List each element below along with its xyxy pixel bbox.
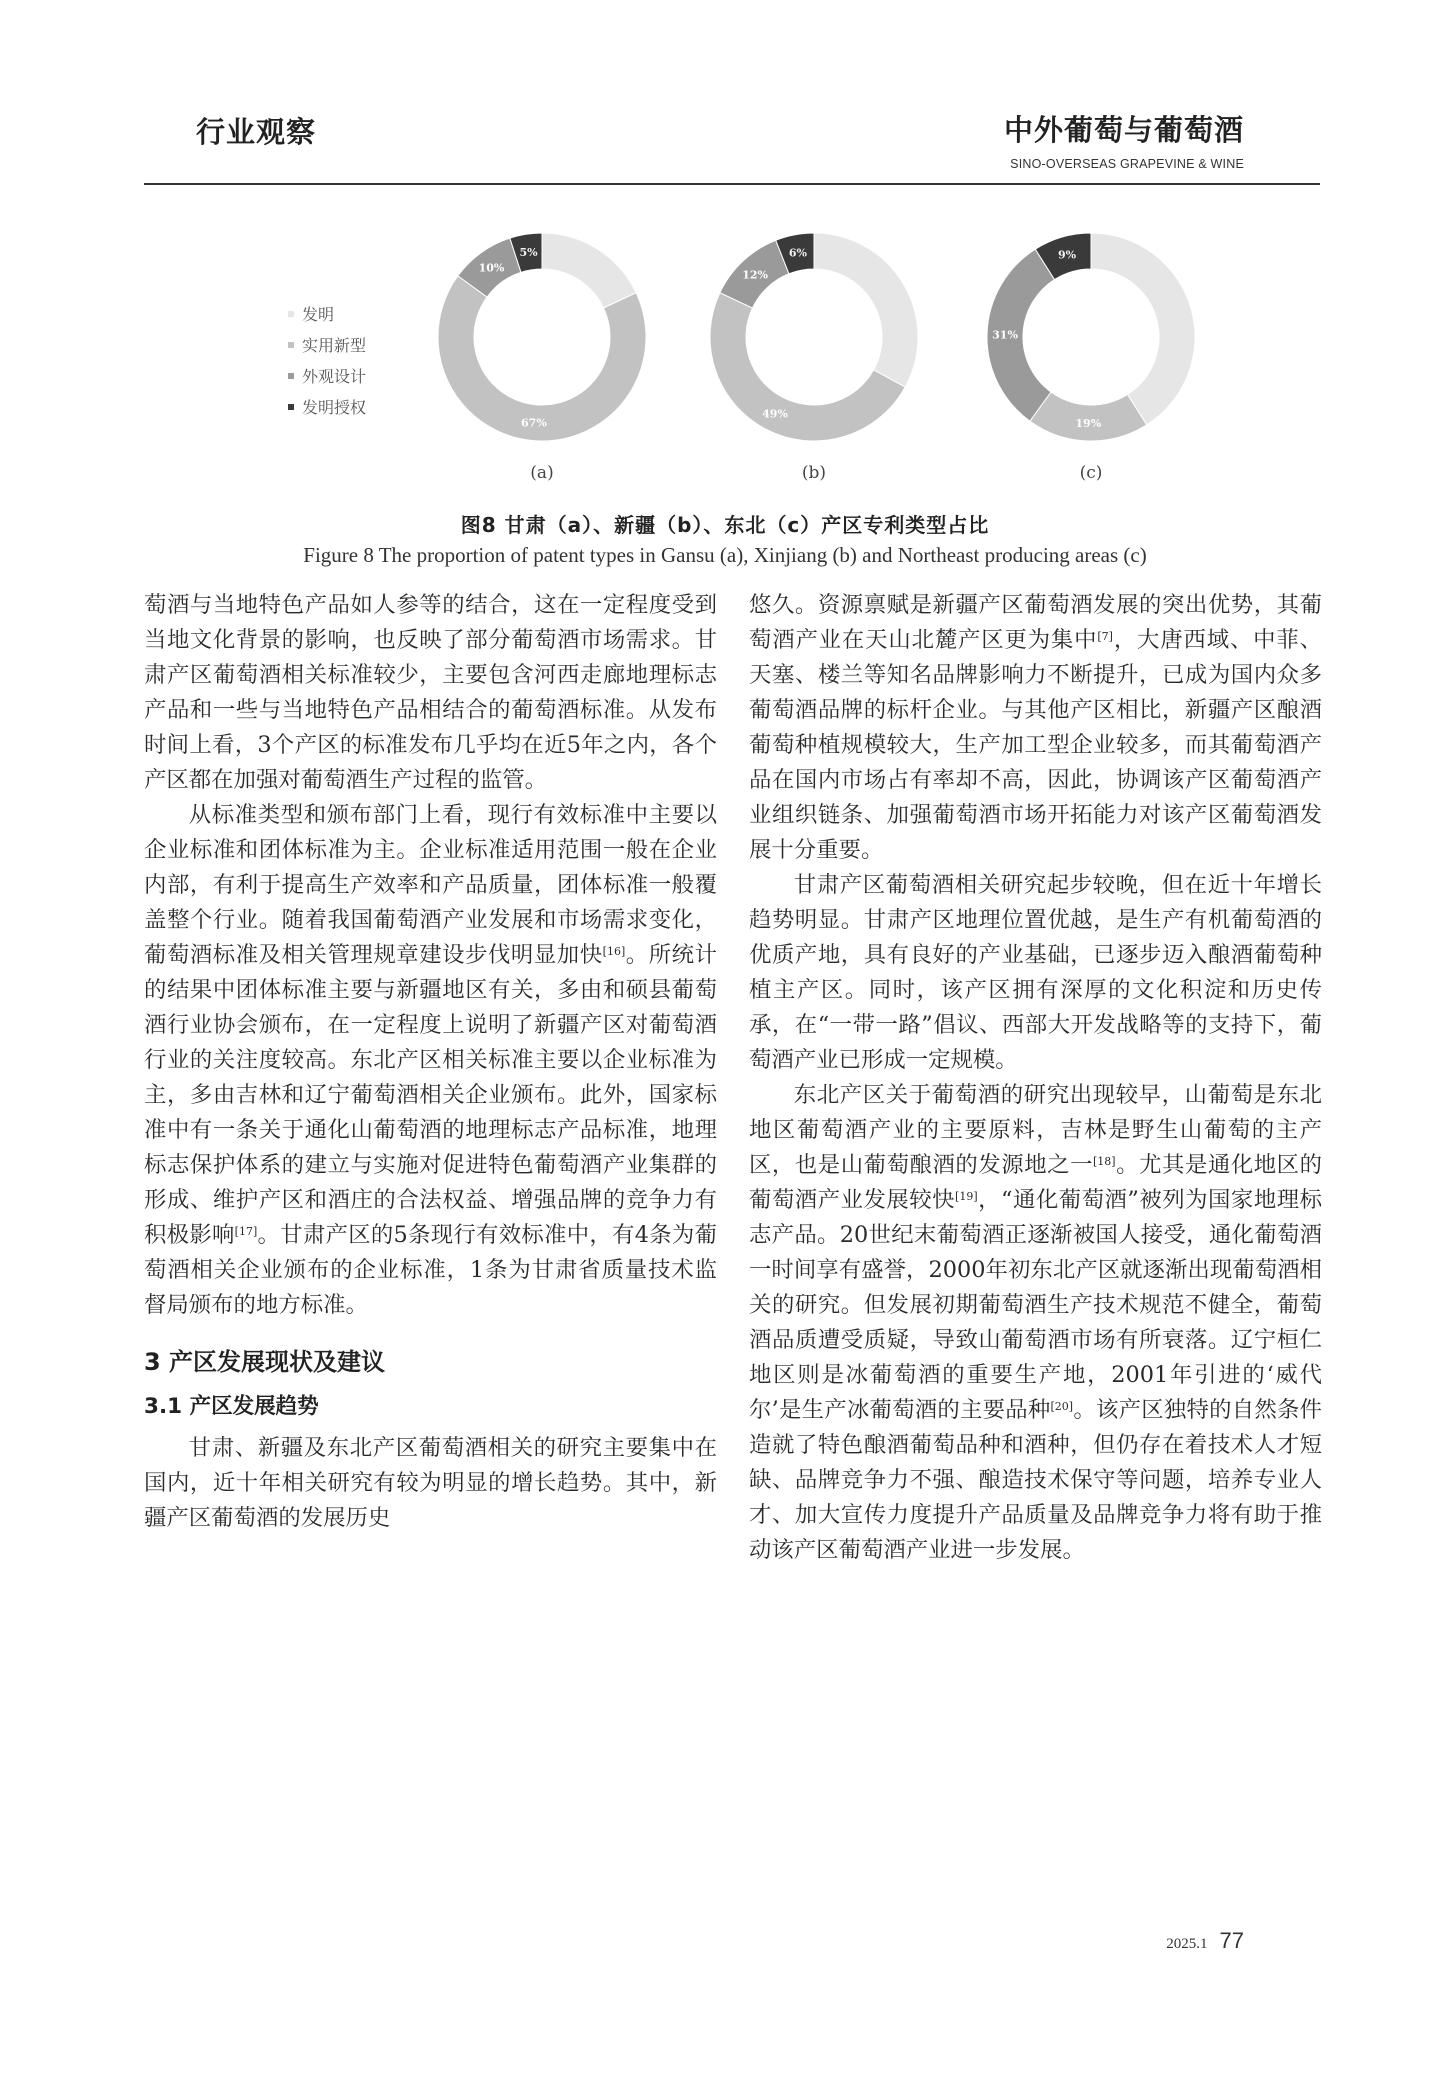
section-title: 行业观察 xyxy=(196,115,317,149)
citation: [20] xyxy=(1050,1400,1074,1413)
legend-item xyxy=(288,360,366,391)
slice-data-label: 5% xyxy=(519,246,538,260)
paragraph: 甘肃、新疆及东北产区葡萄酒相关的研究主要集中在国内，近十年相关研究有较为明显的增长趋势。其中，新疆产区葡萄酒的发展历史 xyxy=(144,1435,717,1531)
slice-data-label: 49% xyxy=(762,407,788,421)
paragraph: 萄酒与当地特色产品如人参等的结合，这在一定程度受到当地文化背景的影响，也反映了部分葡萄酒市场需求。甘肃产区葡萄酒相关标准较少，主要包含河西走廊地理标志产品和一些与当地特色产品相结合的葡萄酒标准。从发布时间上看，3个产区的标准发布几乎均在近5年之内，各个产区都在加强对葡萄酒生产过程的监管。 xyxy=(144,592,717,793)
section-heading: 3 产区发展现状及建议 xyxy=(144,1348,386,1376)
donut-slice-1 xyxy=(814,233,918,387)
chart-legend xyxy=(288,298,366,422)
slice-data-label: 67% xyxy=(521,416,547,430)
text-run: 悠久。资源禀赋是新疆产区葡萄酒发展的突出优势，其葡萄酒产业在天山北麓产区更为集中 xyxy=(749,592,1322,653)
citation: [19] xyxy=(955,1190,978,1203)
text-run: 东北产区关于葡萄酒的研究出现较早，山葡萄是东北地区葡萄酒产业的主要原料，吉林是野生山葡萄的主产区，也是山葡萄酿酒的发源地之一 xyxy=(749,1082,1322,1178)
page-footer xyxy=(1166,1928,1244,1954)
text-run: 。该产区独特的自然条件造就了特色酿酒葡萄品种和酒种，但仍存在着技术人才短缺、品牌竞争力不强、酿造技术保守等问题，培养专业人才、加大宣传力度提升产品质量及品牌竞争力将有助于推动该产区葡萄酒产业进一步发展。 xyxy=(749,1397,1323,1563)
slice-data-label: 6% xyxy=(788,246,807,260)
journal-title-zh: 中外葡萄与葡萄酒 xyxy=(1003,113,1244,147)
citation: [17] xyxy=(234,1225,258,1238)
donut-chart-northeast xyxy=(985,231,1197,443)
text-run: 。所统计的结果中团体标准主要与新疆地区有关，多由和硕县葡萄酒行业协会颁布，在一定程度上说明了新疆产区对葡萄酒行业的关注度较高。东北产区相关标准主要以企业标准为主，多由吉林和辽宁葡萄酒相关企业颁布。此外，国家标准中有一条关于通化山葡萄酒的地理标志产品标准，地理标志保护体系的建立与实施对促进特色葡萄酒产业集群的形成、维护产区和酒庄的合法权益、增强品牌的竞争力有积极影响 xyxy=(144,942,717,1248)
legend-swatch xyxy=(288,311,294,317)
subfigure-label-c: (c) xyxy=(1079,463,1103,483)
legend-item xyxy=(288,391,366,422)
slice-data-label: 9% xyxy=(1057,248,1077,262)
journal-title-en: SINO-OVERSEAS GRAPEVINE & WINE xyxy=(1010,157,1244,171)
page-number: 77 xyxy=(1219,1928,1244,1953)
paragraph xyxy=(749,1078,1322,1568)
text-run: 。尤其是通化地区的葡萄酒产业发展较快 xyxy=(749,1152,1323,1213)
legend-item xyxy=(288,298,366,329)
slice-data-label: 10% xyxy=(478,261,505,275)
subfigure-label-a: (a) xyxy=(530,463,554,483)
left-column xyxy=(144,588,717,1536)
subsection-heading: 3.1 产区发展趋势 xyxy=(144,1394,319,1419)
citation: [18] xyxy=(1093,1155,1116,1168)
figure-caption-zh: 图8 甘肃（a）、新疆（b）、东北（c）产区专利类型占比 xyxy=(460,513,990,537)
legend-swatch xyxy=(288,342,294,348)
legend-label: 外观设计 xyxy=(302,367,367,386)
figure-caption-en: Figure 8 The proportion of patent types in Gansu (a), Xinjiang (b) and Northeast producing areas (c) xyxy=(303,543,1147,567)
donut-slice-1 xyxy=(1091,233,1195,425)
legend-swatch xyxy=(288,373,294,379)
text-run: ，“通化葡萄酒”被列为国家地理标志产品。20世纪末葡萄酒正逐渐被国人接受，通化葡萄酒一时间享有盛誉，2000年初东北产区就逐渐出现葡萄酒相关的研究。但发展初期葡萄酒生产技术规范不健全，葡萄酒品质遭受质疑，导致山葡萄酒市场有所衰落。辽宁桓仁地区则是冰葡萄酒的重要生产地，2001年引进的‘威代尔’是生产冰葡萄酒的主要品种 xyxy=(749,1187,1322,1423)
paragraph xyxy=(749,588,1322,868)
donut-chart-gansu xyxy=(436,231,648,443)
paragraph xyxy=(144,798,717,1323)
slice-data-label: 19% xyxy=(1075,416,1102,430)
donut-slice-1 xyxy=(542,233,636,308)
slice-data-label: 12% xyxy=(742,268,769,282)
legend-label: 发明 xyxy=(302,305,335,324)
citation: [7] xyxy=(1097,630,1113,643)
right-column xyxy=(749,588,1322,1568)
legend-item xyxy=(288,329,366,360)
issue-label: 2025.1 xyxy=(1166,1936,1208,1952)
legend-label: 实用新型 xyxy=(302,336,367,355)
text-run: 从标准类型和颁布部门上看，现行有效标准中主要以企业标准和团体标准为主。企业标准适用范围一般在企业内部，有利于提高生产效率和产品质量，团体标准一般覆盖整个行业。随着我国葡萄酒产业发展和市场需求变化，葡萄酒标准及相关管理规章建设步伐明显加快 xyxy=(144,802,717,968)
text-run: ，大唐西域、中菲、天塞、楼兰等知名品牌影响力不断提升，已成为国内众多葡萄酒品牌的标杆企业。与其他产区相比，新疆产区酿酒葡萄种植规模较大，生产加工型企业较多，而其葡萄酒产品在国内市场占有率却不高，因此，协调该产区葡萄酒产业组织链条、加强葡萄酒市场开拓能力对该产区葡萄酒发展十分重要。 xyxy=(749,627,1323,863)
slice-data-label: 31% xyxy=(992,328,1018,342)
legend-label: 发明授权 xyxy=(302,398,367,417)
text-run: 。甘肃产区的5条现行有效标准中，有4条为葡萄酒相关企业颁布的企业标准，1条为甘肃省质量技术监督局颁布的地方标准。 xyxy=(144,1222,717,1318)
legend-swatch xyxy=(288,404,294,410)
paragraph: 甘肃产区葡萄酒相关研究起步较晚，但在近十年增长趋势明显。甘肃产区地理位置优越，是生产有机葡萄酒的优质产地，具有良好的产业基础，已逐步迈入酿酒葡萄种植主产区。同时，该产区拥有深厚的文化积淀和历史传承，在“一带一路”倡议、西部大开发战略等的支持下，葡萄酒产业已形成一定规模。 xyxy=(749,872,1322,1073)
subfigure-label-b: (b) xyxy=(801,463,827,483)
citation: [16] xyxy=(602,945,626,958)
figure-8 xyxy=(0,0,1450,567)
donut-chart-xinjiang xyxy=(708,231,920,443)
